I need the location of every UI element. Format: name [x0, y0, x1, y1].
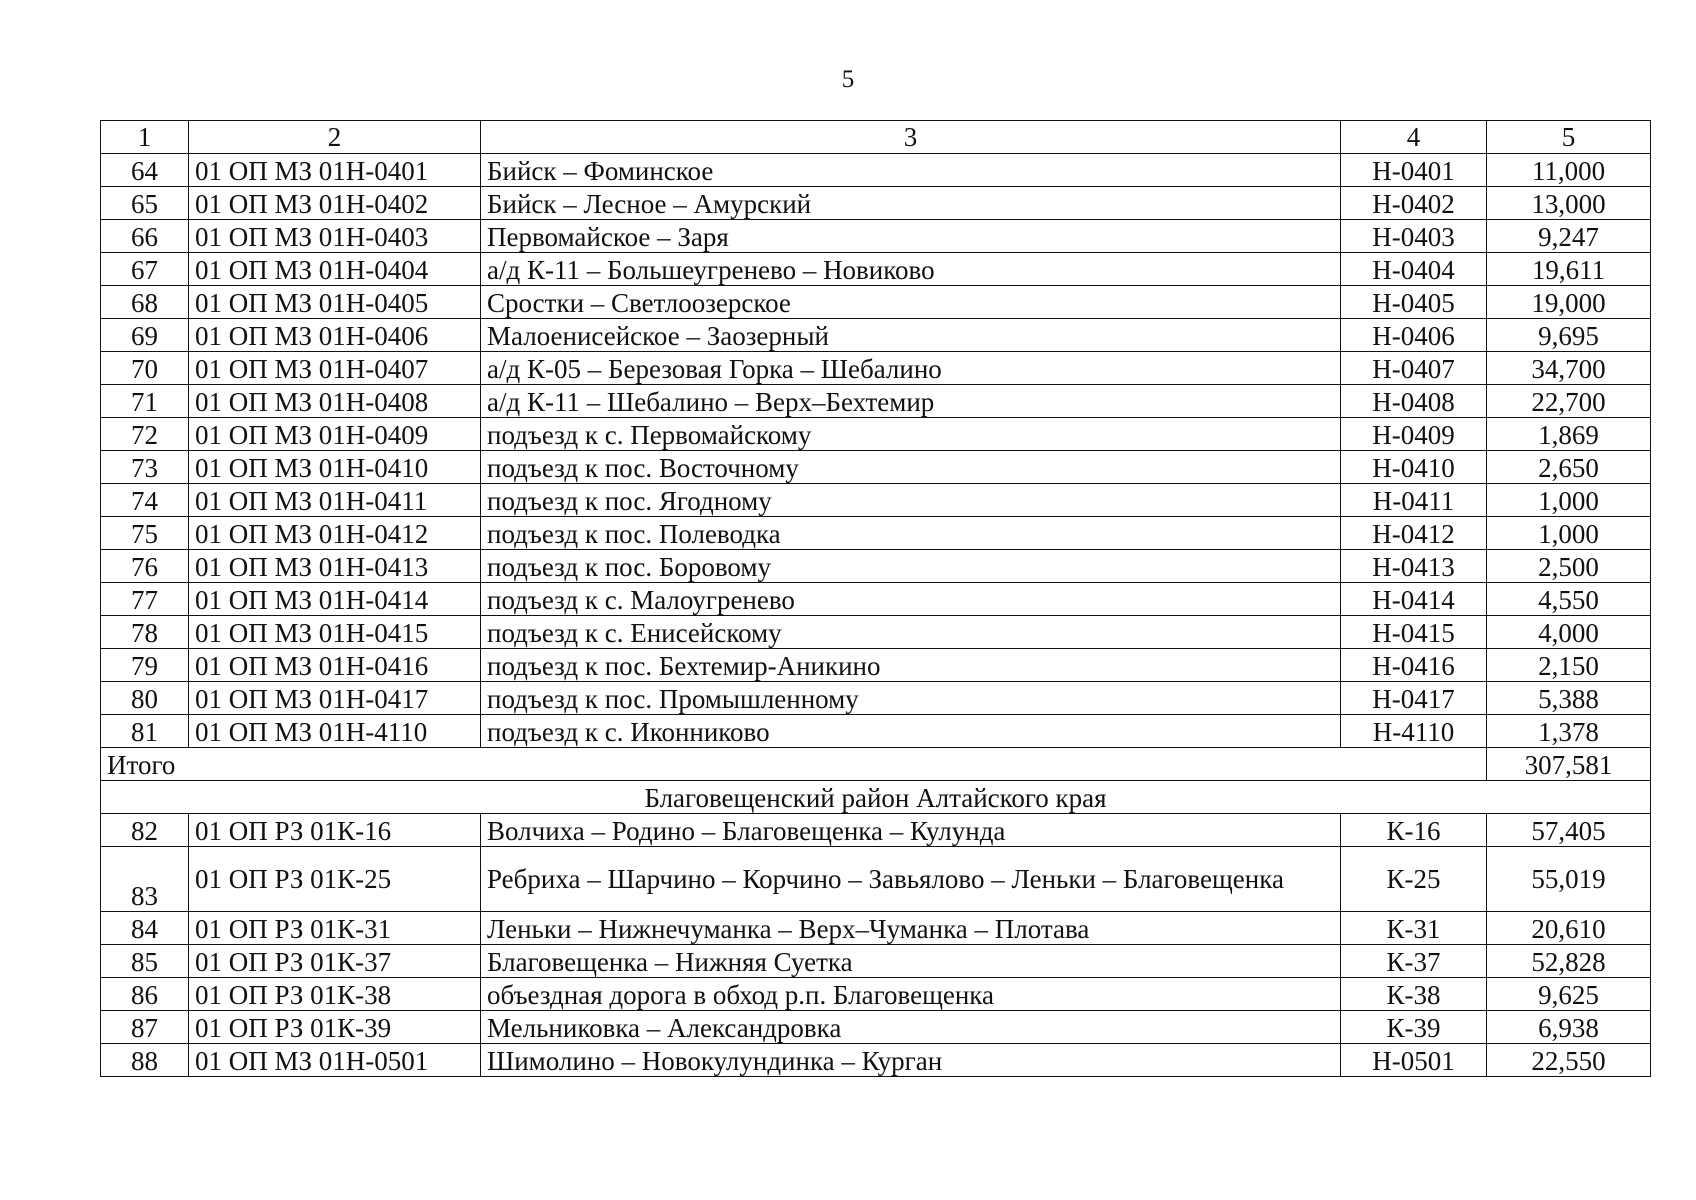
row-number: 68	[101, 286, 189, 319]
road-length: 4,000	[1487, 616, 1651, 649]
road-length: 1,378	[1487, 715, 1651, 748]
table-row	[101, 418, 1651, 451]
road-code: Н-0401	[1341, 154, 1487, 187]
road-length: 52,828	[1487, 945, 1651, 978]
road-id: 01 ОП РЗ 01К-37	[189, 945, 481, 978]
road-length: 20,610	[1487, 912, 1651, 945]
table-row	[101, 945, 1651, 978]
road-code: К-16	[1341, 814, 1487, 847]
table-row	[101, 1044, 1651, 1077]
table-row	[101, 253, 1651, 286]
road-code: Н-0501	[1341, 1044, 1487, 1077]
road-id: 01 ОП РЗ 01К-39	[189, 1011, 481, 1044]
road-length: 1,000	[1487, 484, 1651, 517]
row-number: 82	[101, 814, 189, 847]
row-number: 78	[101, 616, 189, 649]
road-id: 01 ОП МЗ 01Н-0408	[189, 385, 481, 418]
road-name: подъезд к пос. Бехтемир-Аникино	[481, 649, 1341, 682]
road-id: 01 ОП РЗ 01К-31	[189, 912, 481, 945]
road-name: подъезд к пос. Боровому	[481, 550, 1341, 583]
section-title: Благовещенский район Алтайского края	[101, 781, 1651, 814]
row-number: 66	[101, 220, 189, 253]
road-name: а/д К-11 – Шебалино – Верх–Бехтемир	[481, 385, 1341, 418]
road-name: подъезд к с. Енисейскому	[481, 616, 1341, 649]
row-number: 80	[101, 682, 189, 715]
road-name: объездная дорога в обход р.п. Благовещенка	[481, 978, 1341, 1011]
road-length: 2,500	[1487, 550, 1651, 583]
table-total-section	[101, 748, 1651, 814]
road-id: 01 ОП МЗ 01Н-0412	[189, 517, 481, 550]
road-name: Бийск – Лесное – Амурский	[481, 187, 1341, 220]
road-code: Н-0416	[1341, 649, 1487, 682]
row-number: 73	[101, 451, 189, 484]
row-number: 76	[101, 550, 189, 583]
road-code: Н-0414	[1341, 583, 1487, 616]
row-number: 71	[101, 385, 189, 418]
row-number: 81	[101, 715, 189, 748]
table-row	[101, 1011, 1651, 1044]
table-body-district-a	[101, 154, 1651, 748]
road-length: 13,000	[1487, 187, 1651, 220]
road-name: Благовещенка – Нижняя Суетка	[481, 945, 1341, 978]
road-code: Н-0412	[1341, 517, 1487, 550]
road-id: 01 ОП МЗ 01Н-0403	[189, 220, 481, 253]
road-id: 01 ОП МЗ 01Н-0411	[189, 484, 481, 517]
table-row	[101, 154, 1651, 187]
road-length: 11,000	[1487, 154, 1651, 187]
road-name: подъезд к пос. Промышленному	[481, 682, 1341, 715]
row-number: 67	[101, 253, 189, 286]
table-row	[101, 187, 1651, 220]
road-code: К-31	[1341, 912, 1487, 945]
row-number: 79	[101, 649, 189, 682]
road-code: Н-0402	[1341, 187, 1487, 220]
row-number: 74	[101, 484, 189, 517]
road-code: К-37	[1341, 945, 1487, 978]
table-header	[101, 121, 1651, 154]
road-id: 01 ОП МЗ 01Н-0404	[189, 253, 481, 286]
row-number: 75	[101, 517, 189, 550]
road-code: Н-0411	[1341, 484, 1487, 517]
roads-table	[100, 120, 1651, 1077]
table-row	[101, 682, 1651, 715]
table-row	[101, 814, 1651, 847]
row-number: 69	[101, 319, 189, 352]
road-id: 01 ОП МЗ 01Н-0402	[189, 187, 481, 220]
road-name: Волчиха – Родино – Благовещенка – Кулунда	[481, 814, 1341, 847]
road-id: 01 ОП МЗ 01Н-0414	[189, 583, 481, 616]
road-id: 01 ОП РЗ 01К-16	[189, 814, 481, 847]
road-name: подъезд к пос. Ягодному	[481, 484, 1341, 517]
table-row	[101, 286, 1651, 319]
table-row	[101, 616, 1651, 649]
road-length: 6,938	[1487, 1011, 1651, 1044]
column-header-5: 5	[1487, 121, 1651, 154]
road-name: Первомайское – Заря	[481, 220, 1341, 253]
road-name: Ребриха – Шарчино – Корчино – Завьялово – Леньки – Благовещенка	[481, 847, 1341, 912]
total-label: Итого	[101, 748, 1487, 781]
road-id: 01 ОП МЗ 01Н-0410	[189, 451, 481, 484]
road-id: 01 ОП МЗ 01Н-0405	[189, 286, 481, 319]
road-id: 01 ОП МЗ 01Н-4110	[189, 715, 481, 748]
table-row	[101, 649, 1651, 682]
road-code: Н-0413	[1341, 550, 1487, 583]
row-number: 65	[101, 187, 189, 220]
column-header-3: 3	[481, 121, 1341, 154]
road-code: К-39	[1341, 1011, 1487, 1044]
road-length: 19,611	[1487, 253, 1651, 286]
row-number: 85	[101, 945, 189, 978]
road-length: 2,650	[1487, 451, 1651, 484]
road-name: подъезд к пос. Восточному	[481, 451, 1341, 484]
road-code: Н-0406	[1341, 319, 1487, 352]
page-number: 5	[841, 66, 855, 93]
road-length: 1,000	[1487, 517, 1651, 550]
road-id: 01 ОП МЗ 01Н-0407	[189, 352, 481, 385]
road-id: 01 ОП РЗ 01К-25	[189, 847, 481, 912]
road-id: 01 ОП МЗ 01Н-0501	[189, 1044, 481, 1077]
table-row	[101, 319, 1651, 352]
road-length: 22,700	[1487, 385, 1651, 418]
row-number: 88	[101, 1044, 189, 1077]
road-length: 5,388	[1487, 682, 1651, 715]
row-number: 72	[101, 418, 189, 451]
road-id: 01 ОП МЗ 01Н-0417	[189, 682, 481, 715]
road-name: подъезд к с. Малоугренево	[481, 583, 1341, 616]
row-number: 77	[101, 583, 189, 616]
road-code: Н-0417	[1341, 682, 1487, 715]
road-length: 22,550	[1487, 1044, 1651, 1077]
road-name: Мельниковка – Александровка	[481, 1011, 1341, 1044]
table-row	[101, 517, 1651, 550]
road-length: 1,869	[1487, 418, 1651, 451]
table-row	[101, 385, 1651, 418]
road-name: Бийск – Фоминское	[481, 154, 1341, 187]
road-length: 34,700	[1487, 352, 1651, 385]
column-header-1: 1	[101, 121, 189, 154]
section-row	[101, 781, 1651, 814]
row-number: 84	[101, 912, 189, 945]
road-id: 01 ОП МЗ 01Н-0406	[189, 319, 481, 352]
road-length: 9,625	[1487, 978, 1651, 1011]
table-row	[101, 352, 1651, 385]
road-code: Н-0405	[1341, 286, 1487, 319]
road-id: 01 ОП РЗ 01К-38	[189, 978, 481, 1011]
column-header-2: 2	[189, 121, 481, 154]
road-name: а/д К-05 – Березовая Горка – Шебалино	[481, 352, 1341, 385]
table-row	[101, 978, 1651, 1011]
road-name: Сростки – Светлоозерское	[481, 286, 1341, 319]
road-length: 4,550	[1487, 583, 1651, 616]
road-length: 9,695	[1487, 319, 1651, 352]
road-id: 01 ОП МЗ 01Н-0413	[189, 550, 481, 583]
road-name: Малоенисейское – Заозерный	[481, 319, 1341, 352]
road-id: 01 ОП МЗ 01Н-0401	[189, 154, 481, 187]
road-length: 9,247	[1487, 220, 1651, 253]
row-number: 83	[101, 847, 189, 912]
road-code: Н-0408	[1341, 385, 1487, 418]
row-number: 70	[101, 352, 189, 385]
road-code: Н-0407	[1341, 352, 1487, 385]
table-row	[101, 484, 1651, 517]
road-code: Н-0415	[1341, 616, 1487, 649]
road-length: 2,150	[1487, 649, 1651, 682]
total-row	[101, 748, 1651, 781]
row-number: 86	[101, 978, 189, 1011]
table-row	[101, 550, 1651, 583]
road-name: подъезд к пос. Полеводка	[481, 517, 1341, 550]
table-row	[101, 715, 1651, 748]
road-id: 01 ОП МЗ 01Н-0415	[189, 616, 481, 649]
road-length: 57,405	[1487, 814, 1651, 847]
road-name: Леньки – Нижнечуманка – Верх–Чуманка – Плотава	[481, 912, 1341, 945]
road-name: Шимолино – Новокулундинка – Курган	[481, 1044, 1341, 1077]
road-code: К-38	[1341, 978, 1487, 1011]
road-id: 01 ОП МЗ 01Н-0409	[189, 418, 481, 451]
table-body-district-b	[101, 814, 1651, 1077]
road-length: 19,000	[1487, 286, 1651, 319]
road-code: Н-0404	[1341, 253, 1487, 286]
road-name: подъезд к с. Иконниково	[481, 715, 1341, 748]
table-row	[101, 220, 1651, 253]
road-code: Н-0403	[1341, 220, 1487, 253]
road-name: а/д К-11 – Большеугренево – Новиково	[481, 253, 1341, 286]
row-number: 64	[101, 154, 189, 187]
road-name: подъезд к с. Первомайскому	[481, 418, 1341, 451]
column-header-4: 4	[1341, 121, 1487, 154]
table-row	[101, 847, 1651, 912]
road-length: 55,019	[1487, 847, 1651, 912]
table-row	[101, 912, 1651, 945]
total-value: 307,581	[1487, 748, 1651, 781]
road-code: Н-4110	[1341, 715, 1487, 748]
row-number: 87	[101, 1011, 189, 1044]
road-code: К-25	[1341, 847, 1487, 912]
road-id: 01 ОП МЗ 01Н-0416	[189, 649, 481, 682]
table-row	[101, 451, 1651, 484]
road-code: Н-0410	[1341, 451, 1487, 484]
road-code: Н-0409	[1341, 418, 1487, 451]
table-row	[101, 583, 1651, 616]
header-row	[101, 121, 1651, 154]
